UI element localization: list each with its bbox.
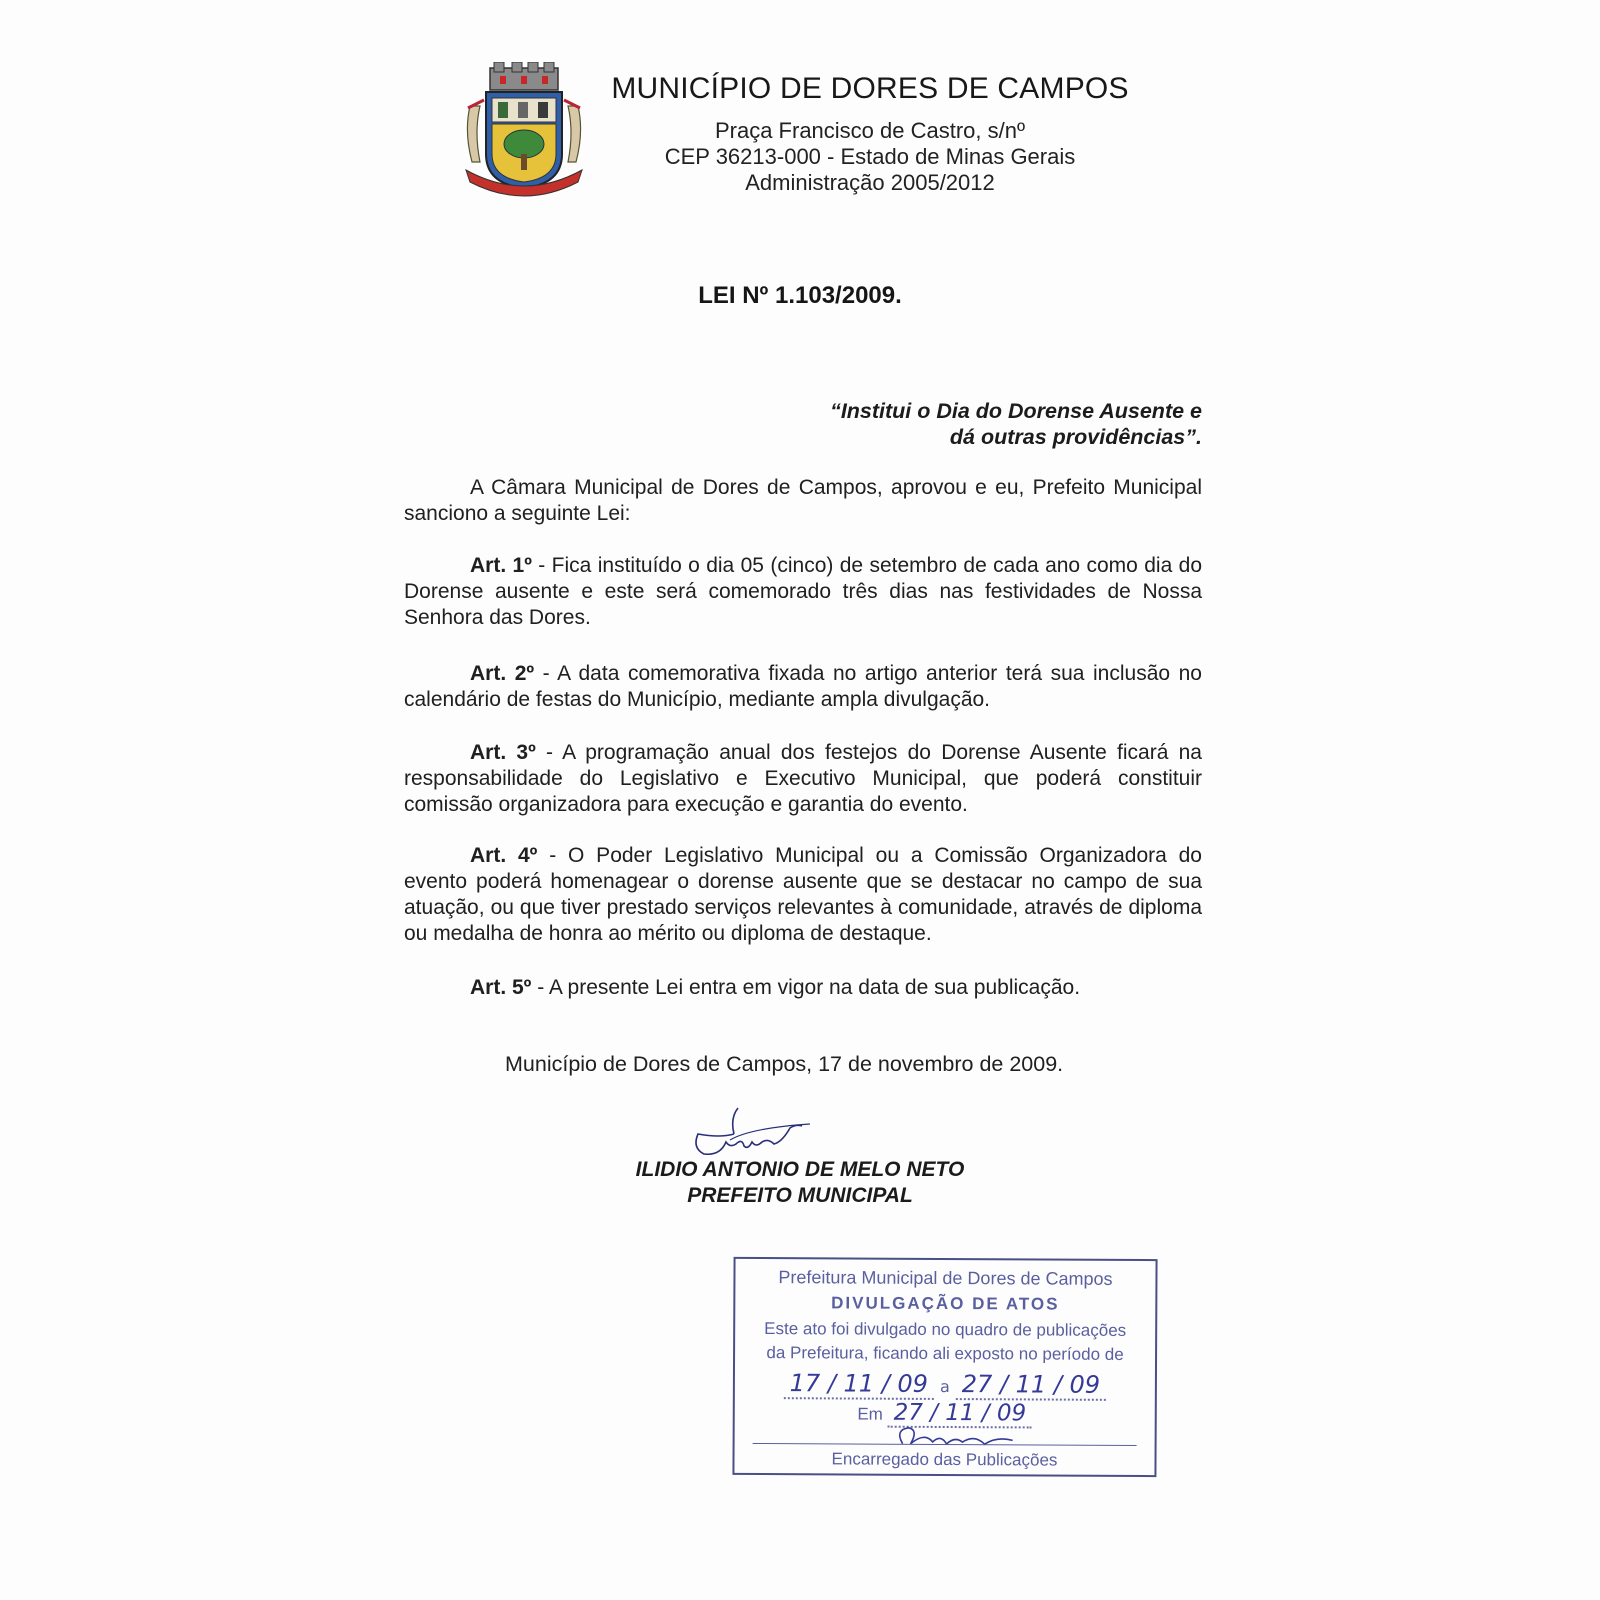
article-4	[404, 843, 1202, 947]
law-number: LEI Nº 1.103/2009.	[698, 282, 902, 309]
address-street: Praça Francisco de Castro, s/nº	[714, 118, 1026, 143]
article-2-label: Art. 2º	[470, 662, 535, 685]
stamp-date-to: 27 / 11 / 09	[956, 1370, 1106, 1401]
address-postal: CEP 36213-000 - Estado de Minas Gerais	[664, 144, 1076, 169]
stamp-date-from: 17 / 11 / 09	[784, 1369, 934, 1400]
article-4-text: - O Poder Legislativo Municipal ou a Comissão Organizadora do evento poderá homenagear o dorense ausente que se destacar no campo de sua atuação, ou que tiver prestado serviços relevantes à comunidade, através de diploma ou medalha de honra ao mérito ou diploma de destaque.	[404, 844, 1202, 945]
stamp-period	[735, 1369, 1155, 1399]
publication-stamp	[732, 1257, 1157, 1477]
article-3-text: - A programação anual dos festejos do Dorense Ausente ficará na responsabilidade do Legislativo e Executivo Municipal, que poderá constituir comissão organizadora para execução e garantia do evento.	[404, 741, 1202, 816]
administration-period: Administração 2005/2012	[745, 170, 995, 195]
article-3	[404, 740, 1202, 818]
law-summary-line1: “Institui o Dia do Dorense Ausente e	[830, 399, 1202, 423]
initials-icon	[885, 1422, 1035, 1453]
coat-of-arms-icon	[462, 62, 586, 198]
article-4-label: Art. 4º	[470, 844, 538, 867]
article-3-label: Art. 3º	[470, 741, 536, 764]
signer-role: PREFEITO MUNICIPAL	[687, 1184, 913, 1207]
article-1-label: Art. 1º	[470, 554, 532, 577]
law-summary	[640, 398, 1202, 450]
stamp-heading: DIVULGAÇÃO DE ATOS	[831, 1293, 1060, 1314]
law-summary-line2: dá outras providências”.	[949, 425, 1202, 449]
stamp-em-date: 27 / 11 / 09	[888, 1400, 1033, 1429]
article-1	[404, 553, 1202, 631]
stamp-text-2: da Prefeitura, ficando ali exposto no período de	[766, 1343, 1124, 1364]
stamp-footer: Encarregado das Publicações	[831, 1449, 1058, 1470]
stamp-office: Prefeitura Municipal de Dores de Campos	[778, 1267, 1113, 1289]
preamble-text: A Câmara Municipal de Dores de Campos, aprovou e eu, Prefeito Municipal sanciono a seguinte Lei:	[404, 476, 1202, 525]
article-2	[404, 661, 1202, 713]
article-5-text: - A presente Lei entra em vigor na data de sua publicação.	[531, 976, 1081, 999]
municipality-title: MUNICÍPIO DE DORES DE CAMPOS	[611, 72, 1129, 105]
article-2-text: - A data comemorativa fixada no artigo anterior terá sua inclusão no calendário de festas do Município, mediante ampla divulgação.	[404, 662, 1202, 711]
place-and-date: Município de Dores de Campos, 17 de novembro de 2009.	[505, 1052, 1064, 1076]
article-1-text: - Fica instituído o dia 05 (cinco) de setembro de cada ano como dia do Dorense ausente e este será comemorado três dias nas festividades de Nossa Senhora das Dores.	[404, 554, 1202, 629]
article-5-label: Art. 5º	[470, 976, 532, 999]
stamp-between: a	[939, 1376, 950, 1397]
stamp-em-label: Em	[857, 1404, 883, 1424]
article-5	[404, 975, 1202, 1001]
stamp-text-1: Este ato foi divulgado no quadro de publicações	[764, 1319, 1127, 1340]
preamble	[404, 475, 1202, 527]
signer-name: ILIDIO ANTONIO DE MELO NETO	[635, 1158, 965, 1181]
